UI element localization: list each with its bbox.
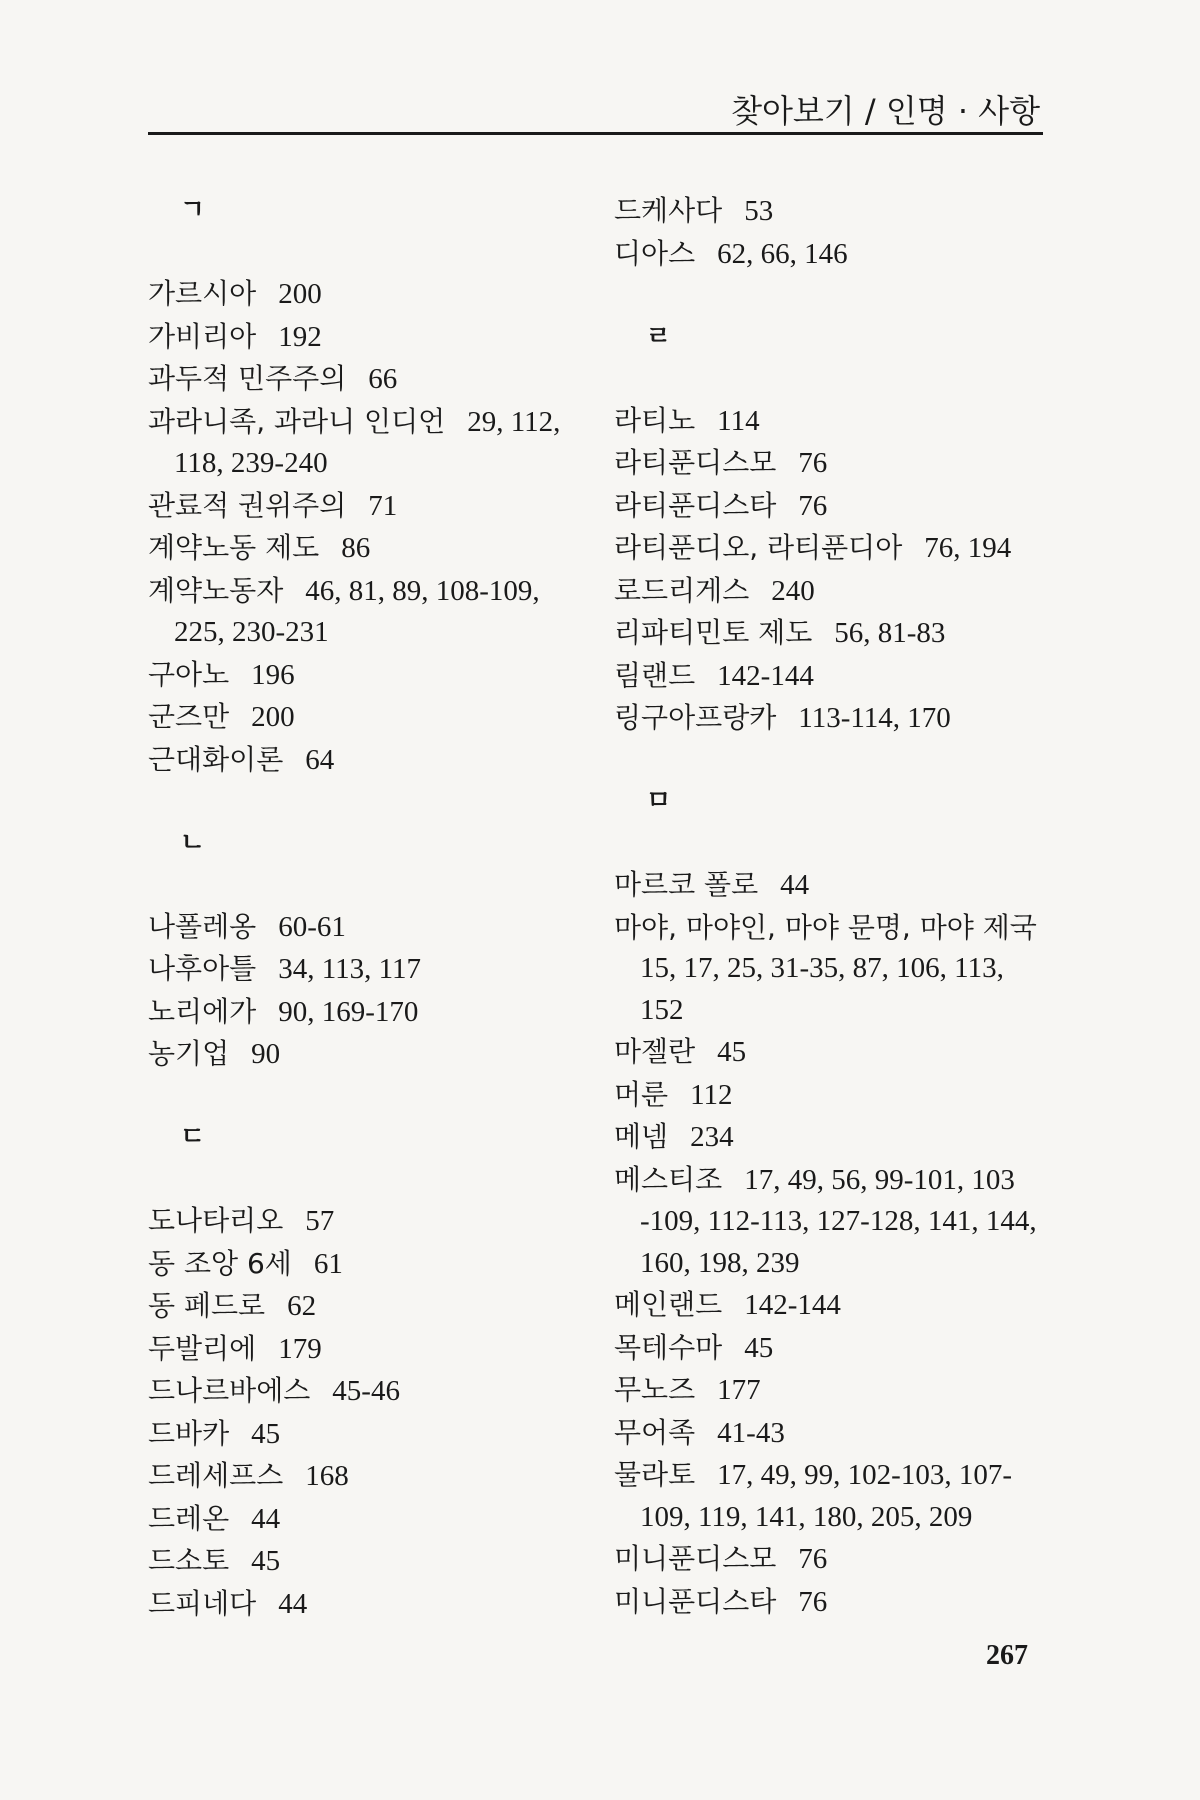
index-term: 마야, 마야인, 마야 문명, 마야 제국	[614, 910, 1037, 944]
page-number: 267	[986, 1640, 1028, 1671]
index-term: 구아노	[148, 657, 230, 691]
index-entry	[148, 1413, 578, 1456]
index-term: 드바카	[148, 1416, 230, 1450]
index-term: 링구아프랑카	[614, 701, 777, 734]
index-entry	[148, 1370, 578, 1413]
index-page-refs: 90	[251, 1038, 281, 1070]
index-page-refs: 196	[251, 658, 295, 691]
index-page-refs: 53	[744, 195, 774, 227]
index-page-refs: 17, 49, 56, 99-101, 103	[744, 1163, 1015, 1196]
index-page-refs: 45	[251, 1545, 281, 1577]
index-page-refs: 62	[287, 1290, 317, 1322]
index-entry	[148, 948, 578, 991]
index-term: 군즈만	[148, 700, 230, 733]
index-page-refs: 192	[278, 320, 322, 353]
index-term: 가비리아	[148, 319, 257, 353]
index-entry	[614, 1454, 1054, 1538]
index-page-refs: 41-43	[717, 1416, 785, 1449]
index-term: 드소토	[148, 1544, 230, 1577]
index-term: 나후아틀	[148, 952, 257, 985]
index-page-refs: 179	[278, 1332, 322, 1365]
running-header: 찾아보기 / 인명 · 사항	[731, 92, 1040, 130]
index-term: 메넴	[614, 1120, 669, 1153]
index-page-refs: 60-61	[278, 910, 346, 943]
index-term: 도나타리오	[148, 1204, 284, 1237]
index-term: 마젤란	[614, 1035, 696, 1068]
index-page-refs: 45	[251, 1417, 281, 1450]
index-term: 드레세프스	[148, 1459, 284, 1492]
index-page-refs: 168	[305, 1460, 349, 1492]
index-page-refs: 142-144	[744, 1289, 841, 1321]
index-page-refs: 44	[780, 869, 810, 901]
index-term: 드레온	[148, 1501, 230, 1535]
index-entry	[614, 907, 1054, 1032]
index-entry	[148, 1583, 578, 1626]
index-term: 근대화이론	[148, 742, 284, 776]
index-term: 동 페드로	[148, 1289, 266, 1322]
index-term: 디아스	[614, 236, 696, 270]
index-term: 두발리에	[148, 1331, 257, 1365]
index-page-refs: 61	[313, 1247, 343, 1280]
index-page-refs: 90, 169-170	[278, 995, 419, 1028]
index-page-refs: 112	[690, 1078, 733, 1111]
index-page-refs: 62, 66, 146	[717, 237, 848, 270]
index-term: 과두적 민주주의	[148, 362, 347, 395]
index-entry	[614, 1284, 1054, 1327]
index-entry	[148, 401, 578, 485]
index-entry	[148, 358, 578, 401]
index-entry	[614, 655, 1054, 698]
section-spacer	[614, 275, 1054, 317]
index-page-refs: 66	[368, 363, 398, 395]
index-term: 나폴레옹	[148, 909, 257, 943]
index-page-refs: 76	[798, 1543, 828, 1575]
index-page-refs: 44	[278, 1587, 308, 1620]
index-term: 무어족	[614, 1415, 696, 1449]
index-term: 리파티민토 제도	[614, 616, 813, 649]
index-page-refs-continued: 118, 239-240	[174, 447, 328, 479]
index-page-refs: 142-144	[717, 659, 814, 692]
index-page-refs-continued: 225, 230-231	[174, 616, 329, 648]
index-entry	[148, 1243, 578, 1286]
index-entry	[148, 1540, 578, 1583]
index-page-refs: 76	[798, 489, 828, 522]
index-section-letter: ㄴ	[180, 827, 206, 858]
index-entry	[148, 696, 578, 739]
index-entry	[614, 527, 1054, 570]
index-term: 관료적 권위주의	[148, 488, 347, 522]
index-entry	[614, 485, 1054, 528]
index-column-left	[148, 190, 578, 1625]
index-page-refs: 114	[717, 404, 760, 437]
index-entry	[614, 1327, 1054, 1370]
index-entry	[614, 442, 1054, 485]
section-spacer	[148, 232, 578, 274]
index-entry	[614, 400, 1054, 443]
index-entry	[148, 1455, 578, 1498]
index-term: 노리에가	[148, 994, 257, 1028]
index-term: 라티푼디스타	[614, 488, 777, 522]
index-section-letter: ㄱ	[180, 195, 206, 225]
section-spacer	[614, 823, 1054, 865]
index-page-refs-continued: 15, 17, 25, 31-35, 87, 106, 113, 152	[640, 952, 1004, 1026]
section-spacer	[148, 781, 578, 823]
index-entry	[614, 1369, 1054, 1412]
index-term: 동 조앙 6세	[148, 1246, 292, 1280]
index-entry	[148, 1285, 578, 1328]
section-spacer	[148, 1159, 578, 1201]
index-term: 머룬	[614, 1077, 669, 1111]
index-section-letter: ㄷ	[180, 1122, 206, 1152]
index-entry	[614, 233, 1054, 276]
index-entry	[614, 1116, 1054, 1159]
index-section-letter: ㄹ	[646, 321, 672, 352]
index-entry	[148, 570, 578, 654]
index-entry	[614, 1581, 1054, 1624]
index-page-refs: 45	[717, 1036, 747, 1068]
index-page-refs: 45	[744, 1331, 774, 1364]
index-page-refs: 71	[368, 489, 398, 522]
index-entry	[148, 1033, 578, 1076]
index-entry	[614, 190, 1054, 233]
index-term: 라티푼디오, 라티푼디아	[614, 531, 903, 564]
index-term: 미니푼디스타	[614, 1584, 777, 1618]
index-page-refs-continued: 109, 119, 141, 180, 205, 209	[640, 1500, 973, 1533]
index-page-refs: 86	[341, 532, 371, 564]
index-section-letter: ㅁ	[646, 786, 672, 816]
index-page-refs: 200	[278, 278, 322, 310]
index-page-refs: 56, 81-83	[834, 617, 946, 649]
index-page-refs: 240	[771, 574, 815, 607]
index-entry	[148, 273, 578, 316]
index-term: 라티푼디스모	[614, 446, 777, 479]
index-page-refs: 29, 112,	[467, 405, 561, 438]
index-term: 마르코 폴로	[614, 868, 759, 901]
index-entry	[614, 1031, 1054, 1074]
index-term: 미니푼디스모	[614, 1542, 777, 1575]
index-entry	[614, 697, 1054, 740]
index-term: 드케사다	[614, 194, 723, 227]
index-term: 물라토	[614, 1458, 696, 1491]
index-page-refs-continued: -109, 112-113, 127-128, 141, 144, 160, 198, 239	[640, 1205, 1037, 1279]
index-entry	[148, 739, 578, 782]
index-entry	[614, 1074, 1054, 1117]
index-page-refs: 177	[717, 1374, 761, 1406]
index-entry	[148, 654, 578, 697]
index-entry	[148, 485, 578, 528]
index-page-refs: 113-114, 170	[798, 702, 951, 734]
index-term: 라티노	[614, 403, 696, 437]
index-page-refs: 76	[798, 1585, 828, 1618]
index-entry	[614, 1412, 1054, 1455]
index-term: 가르시아	[148, 277, 257, 310]
index-term: 림랜드	[614, 658, 696, 692]
index-page-refs: 64	[305, 743, 335, 776]
index-term: 드나르바에스	[148, 1374, 311, 1407]
index-entry	[148, 1498, 578, 1541]
index-entry	[148, 991, 578, 1034]
index-term: 메스티조	[614, 1162, 723, 1196]
index-page-refs: 234	[690, 1121, 734, 1153]
index-term: 목테수마	[614, 1330, 723, 1364]
index-entry	[148, 1328, 578, 1371]
index-entry	[614, 1538, 1054, 1581]
index-entry	[148, 906, 578, 949]
section-spacer	[148, 1076, 578, 1118]
index-entry	[614, 570, 1054, 613]
index-entry	[148, 527, 578, 570]
index-term: 로드리게스	[614, 573, 750, 607]
index-term: 드피네다	[148, 1586, 257, 1620]
index-page-refs: 17, 49, 99, 102-103, 107-	[717, 1459, 1012, 1491]
index-column-right	[614, 190, 1054, 1623]
index-page-refs: 76	[798, 447, 828, 479]
index-page-refs: 46, 81, 89, 108-109,	[305, 574, 540, 607]
index-term: 메인랜드	[614, 1288, 723, 1321]
index-page-refs: 76, 194	[924, 532, 1012, 564]
index-term: 계약노동자	[148, 573, 284, 607]
index-term: 과라니족, 과라니 인디언	[148, 404, 446, 438]
index-entry	[614, 864, 1054, 907]
header-rule	[148, 132, 1043, 135]
index-page-refs: 45-46	[332, 1375, 400, 1407]
section-spacer	[614, 358, 1054, 400]
index-page-refs: 57	[305, 1205, 335, 1237]
section-spacer	[614, 740, 1054, 782]
index-term: 무노즈	[614, 1373, 696, 1406]
index-page-refs: 34, 113, 117	[278, 953, 422, 985]
section-spacer	[148, 864, 578, 906]
index-term: 농기업	[148, 1037, 230, 1070]
index-entry	[148, 1200, 578, 1243]
index-term: 계약노동 제도	[148, 531, 320, 564]
index-entry	[614, 1159, 1054, 1285]
index-entry	[614, 612, 1054, 655]
index-entry	[148, 316, 578, 359]
index-page-refs: 200	[251, 701, 295, 733]
index-page-refs: 44	[251, 1502, 281, 1535]
